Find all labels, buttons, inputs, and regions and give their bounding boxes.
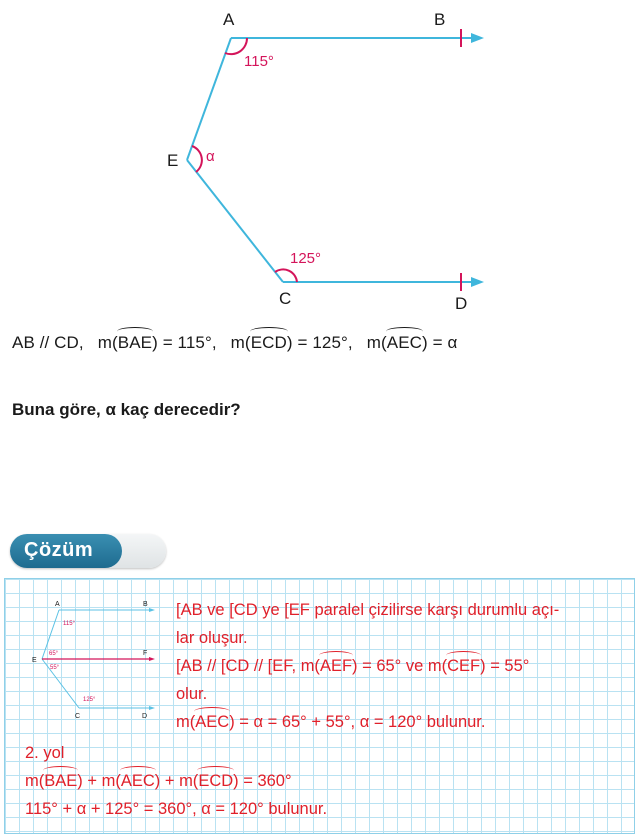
sol7-a: m( — [25, 772, 45, 790]
angle-name-AEC-sol: AEC — [195, 713, 230, 731]
m-open: m( — [97, 333, 118, 352]
label-A: A — [223, 10, 235, 29]
arrow-D-icon — [471, 277, 484, 287]
given-angle-2 — [231, 333, 353, 353]
mini-arrow-B-icon — [149, 608, 155, 612]
angle-label-115: 115° — [244, 53, 274, 70]
label-D: D — [455, 294, 468, 313]
sol7-c: ) + m( — [154, 772, 199, 790]
mini-label-B: B — [143, 601, 148, 608]
mini-angle-55: 55° — [50, 665, 60, 671]
given-statement — [12, 333, 457, 353]
solution-badge — [10, 534, 166, 568]
angle-name-AEF: AEF — [319, 657, 353, 675]
mini-angle-115: 115° — [63, 621, 75, 627]
label-E: E — [167, 151, 179, 170]
label-C: C — [279, 289, 292, 308]
solution-line-2: lar oluşur. — [176, 629, 248, 647]
sol3-c: ) = 55° — [480, 657, 530, 675]
mini-label-C: C — [75, 713, 81, 719]
sol5-a: m( — [176, 713, 196, 731]
question-text: Buna göre, α kaç derecedir? — [12, 400, 241, 419]
solution-line-3 — [176, 657, 529, 676]
angle-label-alpha: α — [206, 148, 215, 165]
solution-line-4: olur. — [176, 685, 208, 703]
segment-EC — [187, 160, 283, 282]
given-angle-1-value: ) = 115°, — [152, 333, 217, 352]
m-open: m( — [366, 333, 387, 352]
arrow-B-icon — [471, 33, 484, 43]
angle-name-AEC: AEC — [386, 333, 423, 352]
main-figure — [0, 0, 637, 325]
angle-name-BAE: BAE — [117, 333, 153, 352]
m-open: m( — [230, 333, 251, 352]
sol7-b: ) + m( — [77, 772, 121, 790]
angle-name-ECD-sol: ECD — [198, 772, 234, 790]
solution-line-8: 115° + α + 125° = 360°, α = 120° bulunur. — [25, 800, 328, 818]
angle-name-AEC-sol2: AEC — [120, 772, 155, 790]
segment-AE — [187, 38, 231, 160]
angle-name-ECD: ECD — [250, 333, 287, 352]
mini-label-D: D — [142, 713, 148, 719]
given-angle-3-value: ) = α — [422, 333, 458, 352]
mini-arrow-F-icon — [149, 657, 155, 661]
angle-label-125: 125° — [290, 250, 322, 267]
mini-label-A: A — [55, 601, 60, 608]
sol7-d: ) = 360° — [233, 772, 292, 790]
label-B: B — [434, 10, 446, 29]
sol3-b: ) = 65° ve m( — [352, 657, 448, 675]
mini-arrow-D-icon — [149, 706, 155, 710]
solution-badge-label: Çözüm — [24, 539, 94, 561]
given-angle-2-value: ) = 125°, — [286, 333, 353, 352]
mini-segment-EC — [42, 659, 79, 708]
angle-name-CEF: CEF — [447, 657, 481, 675]
solution-box — [4, 578, 635, 834]
mini-angle-65: 65° — [49, 651, 59, 657]
mini-label-F: F — [143, 650, 148, 657]
given-parallel: AB // CD, — [12, 333, 84, 352]
solution-line-5 — [176, 713, 485, 732]
mini-label-E: E — [32, 657, 37, 664]
mini-angle-125: 125° — [83, 697, 96, 703]
given-angle-3 — [367, 333, 458, 353]
sol3-a: [AB // [CD // [EF, m( — [176, 657, 320, 675]
solution-line-1: [AB ve [CD ye [EF paralel çizilirse karşı durumlu açı- — [176, 601, 560, 619]
solution-line-7 — [25, 772, 292, 791]
angle-name-BAE-sol: BAE — [44, 772, 78, 790]
sol5-b: ) = α = 65° + 55°, α = 120° bulunur. — [229, 713, 486, 731]
solution-line-6: 2. yol — [25, 744, 65, 762]
given-angle-1 — [98, 333, 217, 353]
mini-figure — [5, 579, 175, 719]
